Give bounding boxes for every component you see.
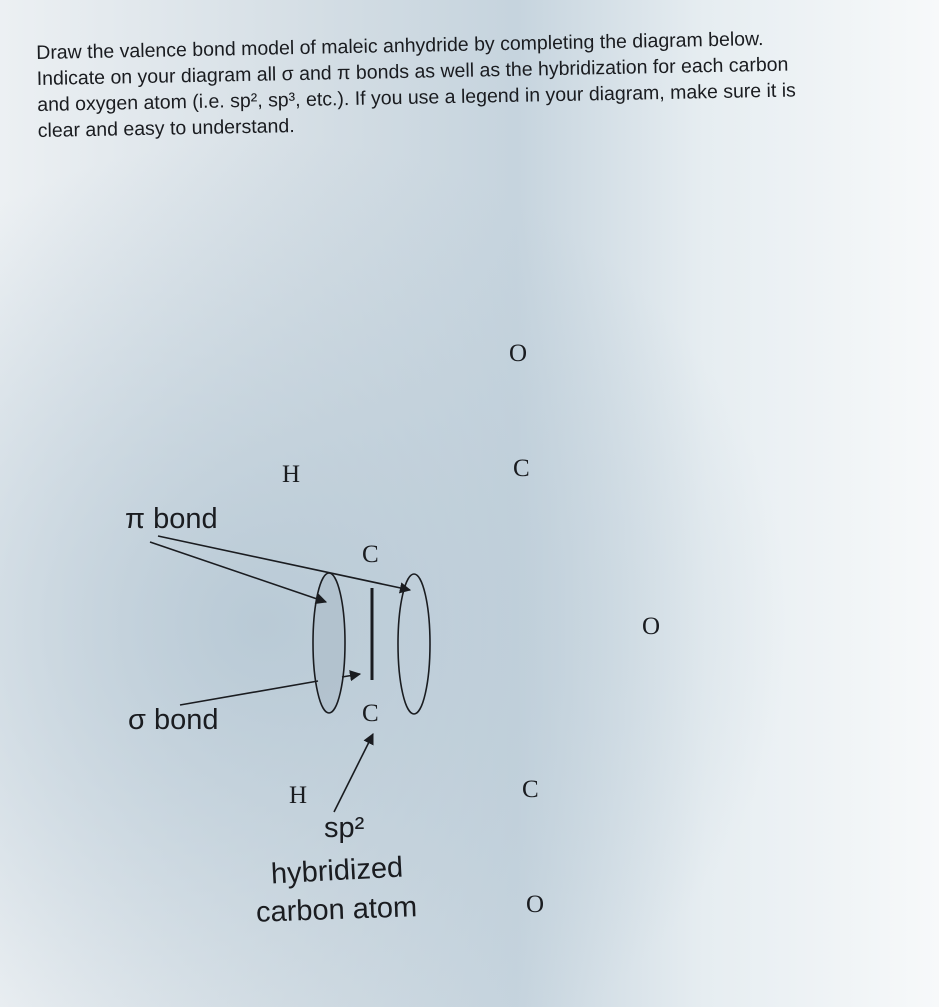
sigma-arrow-tip <box>342 674 360 677</box>
atom-o-top: O <box>509 340 528 367</box>
atom-c-center-top: C <box>362 541 379 568</box>
atom-c-lower-right: C <box>522 776 539 803</box>
atom-c-upper-right: C <box>513 455 530 482</box>
instruction-line-4: clear and easy to understand. <box>37 115 295 142</box>
pi-orbital-right <box>398 574 430 714</box>
instruction-line-2: Indicate on your diagram all σ and π bonds as well as the hybridization for each carbon <box>36 53 789 90</box>
atom-h-bottom: H <box>289 782 308 809</box>
sp2-text: sp² <box>324 812 365 844</box>
pi-bond-label: π bond <box>125 503 218 535</box>
pi-orbital-left <box>313 573 345 713</box>
sp2-arrow <box>334 734 373 812</box>
pi-arrow-left <box>150 542 326 602</box>
sigma-bond-label: σ bond <box>128 704 219 736</box>
sigma-arrow <box>180 681 318 705</box>
carbon-atom-label: carbon atom <box>255 891 418 929</box>
atom-o-right: O <box>642 613 661 640</box>
atom-h-top: H <box>282 461 301 488</box>
instruction-line-3: and oxygen atom (i.e. sp², sp³, etc.). If you use a legend in your diagram, make sure it is <box>37 79 797 116</box>
atom-c-center-bottom: C <box>362 700 379 727</box>
atom-o-bottom: O <box>526 891 545 918</box>
hybridized-label: hybridized <box>270 851 404 891</box>
pi-arrow-right <box>158 536 410 590</box>
instruction-line-1: Draw the valence bond model of maleic anhydride by completing the diagram below. <box>36 28 764 64</box>
